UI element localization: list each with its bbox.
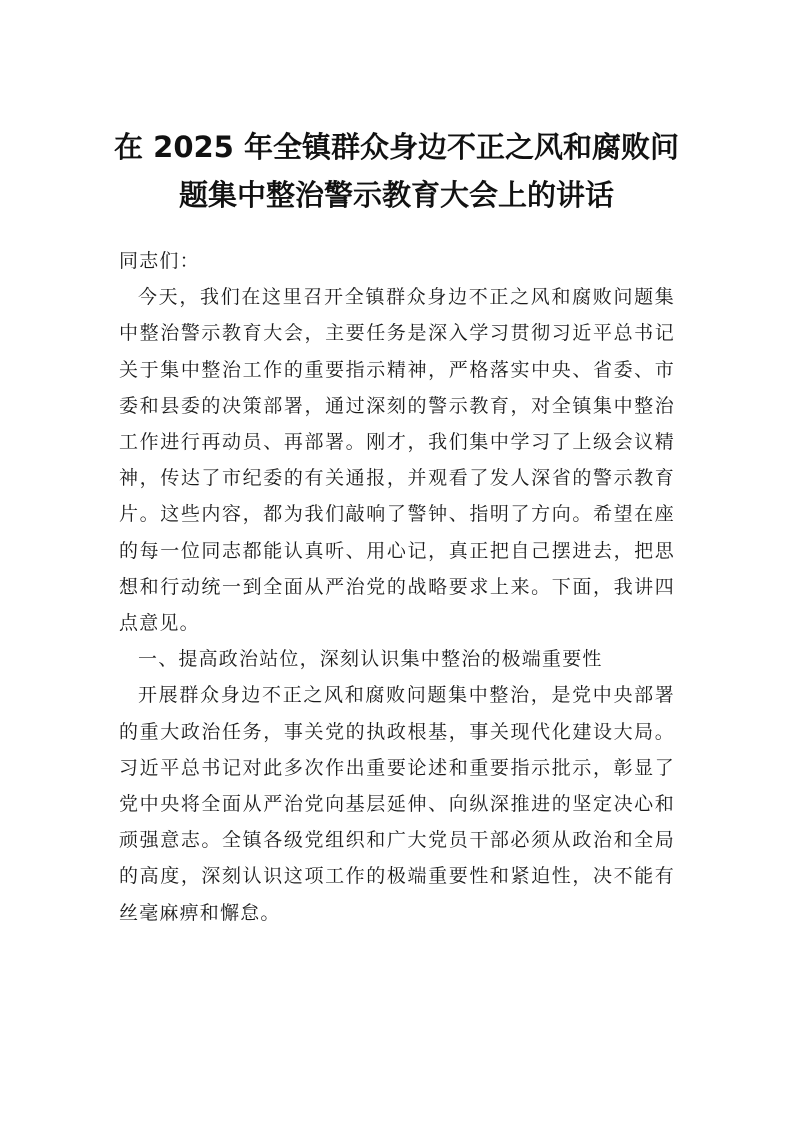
document-body bbox=[119, 243, 675, 931]
document-title-line-1: 在 2025 年全镇群众身边不正之风和腐败问 bbox=[114, 130, 679, 164]
section-heading-1: 一、提高政治站位，深刻认识集中整治的极端重要性 bbox=[138, 648, 603, 671]
document-title-line-2: 题集中整治警示教育大会上的讲话 bbox=[178, 178, 614, 212]
paragraph-intro: 今天，我们在这里召开全镇群众身边不正之风和腐败问题集中整治警示教育大会，主要任务是深入学习贯彻习近平总书记关于集中整治工作的重要指示精神，严格落实中央、省委、市委和县委的决策部署，通过深刻的警示教育，对全镇集中整治工作进行再动员、再部署。刚才，我们集中学习了上级会议精神，传达了市纪委的有关通报，并观看了发人深省的警示教育片。这些内容，都为我们敲响了警钟、指明了方向。希望在座的每一位同志都能认真听、用心记，真正把自己摆进去，把思想和行动统一到全面从严治党的战略要求上来。下面，我讲四点意见。 bbox=[119, 286, 675, 635]
paragraph-section-1: 开展群众身边不正之风和腐败问题集中整治，是党中央部署的重大政治任务，事关党的执政根基，事关现代化建设大局。习近平总书记对此多次作出重要论述和重要指示批示，彰显了党中央将全面从严治党向基层延伸、向纵深推进的坚定决心和顽强意志。全镇各级党组织和广大党员干部必须从政治和全局的高度，深刻认识这项工作的极端重要性和紧迫性，决不能有丝毫麻痹和懈怠。 bbox=[119, 684, 675, 924]
salutation: 同志们： bbox=[119, 250, 200, 272]
